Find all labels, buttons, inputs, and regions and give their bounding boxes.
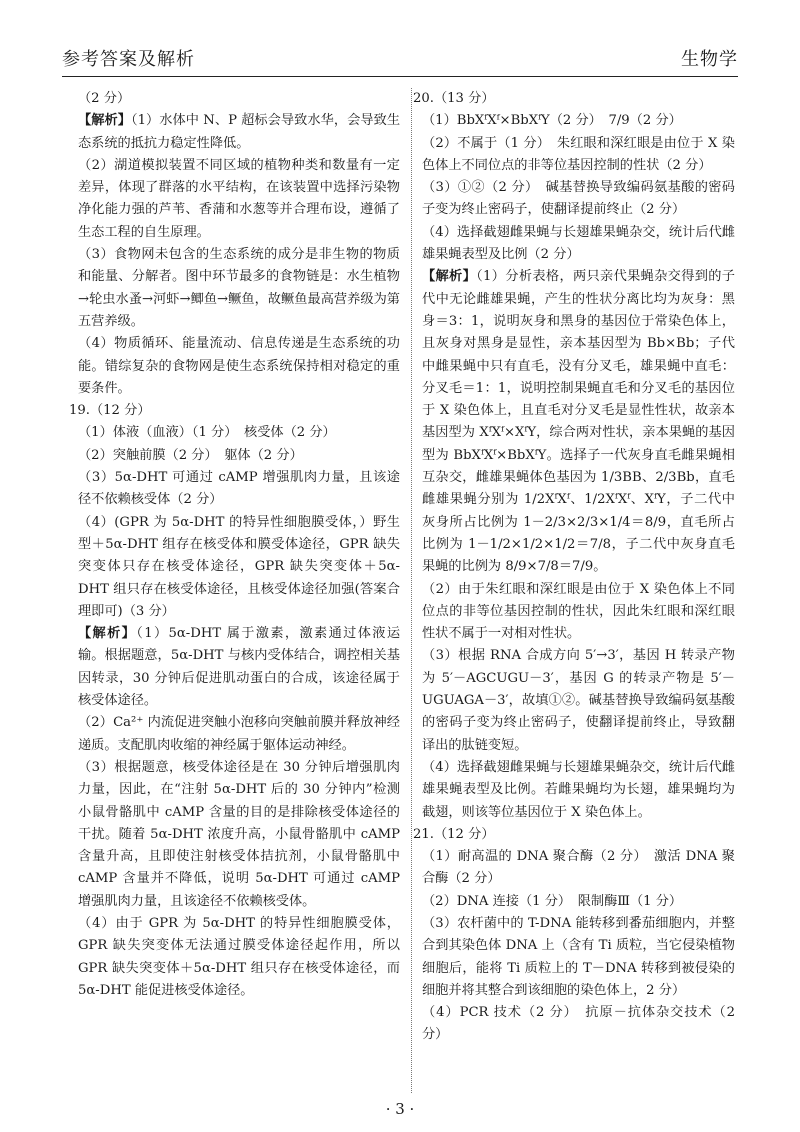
analysis-paragraph: 【解析】（1）水体中 N、P 超标会导致水华，会导致生态系统的抵抗力稳定性降低。	[78, 113, 401, 151]
analysis-paragraph: （3）根据题意，核受体途径是在 30 分钟后增强肌肉力量，因此，在“注射 5α-DHT 后的 30 分钟内”检测小鼠骨骼肌中 cAMP 含量的目的是排除核受体途径的干扰。随着 5α-DHT 浓度升高，小鼠骨骼肌中 cAMP 含量升高，且即使注射核受体拮抗剂，小鼠骨骼肌中 cAMP 含量并不降低，说明 5α-DHT 可通过 cAMP 增强肌肉力量，且该途径不依赖核受体。	[78, 759, 400, 909]
answer-line: （3）5α-DHT 可通过 cAMP 增强肌肉力量，且该途径不依赖核受体（2 分）	[78, 470, 400, 508]
answer-line: （4）(GPR 为 5α-DHT 的特异性细胞膜受体，）野生型＋5α-DHT 组存在核受体和膜受体途径，GPR 缺失突变体只存在核受体途径，GPR 缺失突变体＋5α-DHT 组只存在核受体途径，且核受体途径加强(答案合理即可)（3 分）	[78, 514, 400, 619]
analysis-paragraph: （2）Ca²⁺ 内流促进突触小泡移向突触前膜并释放神经递质。支配肌肉收缩的神经属于躯体运动神经。	[78, 715, 400, 753]
question-number: 20.（13 分）	[413, 91, 495, 106]
answer-line: （4）PCR 技术（2 分） 抗原－抗体杂交技术（2 分）	[422, 1005, 735, 1043]
answer-line: （2 分）	[78, 91, 131, 106]
page-header	[62, 44, 738, 77]
analysis-paragraph: （2）由于朱红眼和深红眼是由位于 X 染色体上不同位点的非等位基因控制的性状，因此朱红眼和深红眼性状不属于一对相对性状。	[422, 581, 735, 642]
answer-line: （2）突触前膜（2 分） 躯体（2 分）	[78, 447, 303, 463]
answer-line: （2）DNA 连接（1 分） 限制酶Ⅲ（1 分）	[422, 893, 683, 909]
answer-line: （1）BbXᶠXᶠ×BbXᶠY（2 分） 7/9（2 分）	[422, 113, 682, 129]
page-number: · 3 ·	[385, 1100, 415, 1118]
answer-line: （2）不属于（1 分） 朱红眼和深红眼是由位于 X 染色体上不同位点的非等位基因控制的性状（2 分）	[422, 135, 735, 173]
question-number: 21.（12 分）	[413, 826, 495, 842]
analysis-paragraph: （3）食物网未包含的生态系统的成分是非生物的物质和能量、分解者。图中环节最多的食物链是：水生植物→轮虫水蚤→河虾→鲫鱼→鳜鱼，故鳜鱼最高营养级为第五营养级。	[78, 247, 400, 329]
analysis-label: 【解析】	[78, 626, 137, 642]
analysis-paragraph: （3）根据 RNA 合成方向 5′→3′，基因 H 转录产物为 5′－AGCUGU－3′，基因 G 的转录产物是 5′－UGUAGA－3′，故填①②。碱基替换导致编码氨基酸的密码子变为终止密码子，使翻译提前终止，导致翻译出的肽链变短。	[422, 648, 735, 753]
analysis-paragraph: （2）湖道模拟装置不同区域的植物种类和数量有一定差异，体现了群落的水平结构，在该装置中选择污染物净化能力强的芦苇、香蒲和水葱等并合理布设，遵循了生态工程的自生原理。	[78, 157, 400, 240]
analysis-paragraph: （4）物质循环、能量流动、信息传递是生态系统的功能。错综复杂的食物网是使生态系统保持相对稳定的重要条件。	[78, 336, 400, 396]
header-title: 参考答案及解析	[62, 49, 195, 70]
answer-line: （1）体液（血液）（1 分） 核受体（2 分）	[78, 425, 336, 441]
left-column	[69, 88, 401, 1002]
answer-line: （3）农杆菌中的 T-DNA 能转移到番茄细胞内，并整合到其染色体 DNA 上（含有 Ti 质粒，当它侵染植物细胞后，能将 Ti 质粒上的 T－DNA 转移到被侵染的细胞并将其整合到该细胞的染色体上，2 分）	[422, 915, 735, 998]
analysis-label: 【解析】	[78, 113, 131, 129]
analysis-label: 【解析】	[422, 269, 477, 285]
column-divider	[411, 88, 412, 1093]
answer-line: （3）①②（2 分） 碱基替换导致编码氨基酸的密码子变为终止密码子，使翻译提前终止（2 分）	[422, 180, 735, 218]
analysis-paragraph: （4）选择截翅雌果蝇与长翅雄果蝇杂交，统计后代雌雄果蝇表型及比例。若雌果蝇均为长翅，雄果蝇均为截翅，则该等位基因位于 X 染色体上。	[422, 759, 735, 820]
analysis-paragraph: （4）由于 GPR 为 5α-DHT 的特异性细胞膜受体，GPR 缺失突变体无法通过膜受体途径起作用，所以 GPR 缺失突变体＋5α-DHT 组只存在核受体途径，而 5α-DHT 能促进核受体途径。	[78, 915, 400, 998]
analysis-paragraph: 【解析】（1）分析表格，两只亲代果蝇杂交得到的子代中无论雌雄果蝇，产生的性状分离比均为灰身：黑身＝3：1，说明灰身和黑身的基因位于常染色体上，且灰身对黑身是显性，亲本基因型为 Bb×Bb；子代中雌果蝇中只有直毛，没有分叉毛，雄果蝇中直毛：分叉毛＝1：1，说明控制果蝇直毛和分叉毛的基因位于 X 染色体上，且直毛对分叉毛是显性性状，故亲本基因型为 XᶠXᶠ×XᶠY，综合两对性状，亲本果蝇的基因型为 BbXᶠXᶠ×BbXᶠY。选择子一代灰身直毛雌果蝇相互杂交，雌雄果蝇体色基因为 1/3BB、2/3Bb，直毛雌雄果蝇分别为 1/2XᶠXᶠ、1/2XᶠXᶠ、XᶠY，子二代中灰身所占比例为 1－2/3×2/3×1/4＝8/9，直毛所占比例为 1－1/2×1/2×1/2＝7/8，子二代中灰身直毛果蝇的比例为 8/9×7/8＝7/9。	[422, 269, 735, 575]
question-number: 19.（12 分）	[69, 403, 151, 419]
analysis-paragraph: 【解析】（1）5α-DHT 属于激素，激素通过体液运输。根据题意，5α-DHT 与核内受体结合，调控相关基因转录，30 分钟后促进肌动蛋白的合成，该途径属于核受体途径。	[78, 626, 401, 709]
answer-line: （4）选择截翅雌果蝇与长翅雄果蝇杂交，统计后代雌雄果蝇表型及比例（2 分）	[422, 224, 735, 263]
answer-line: （1）耐高温的 DNA 聚合酶（2 分） 激活 DNA 聚合酶（2 分）	[422, 849, 735, 887]
right-column	[413, 88, 735, 1047]
subject-title: 生物学	[681, 49, 738, 70]
